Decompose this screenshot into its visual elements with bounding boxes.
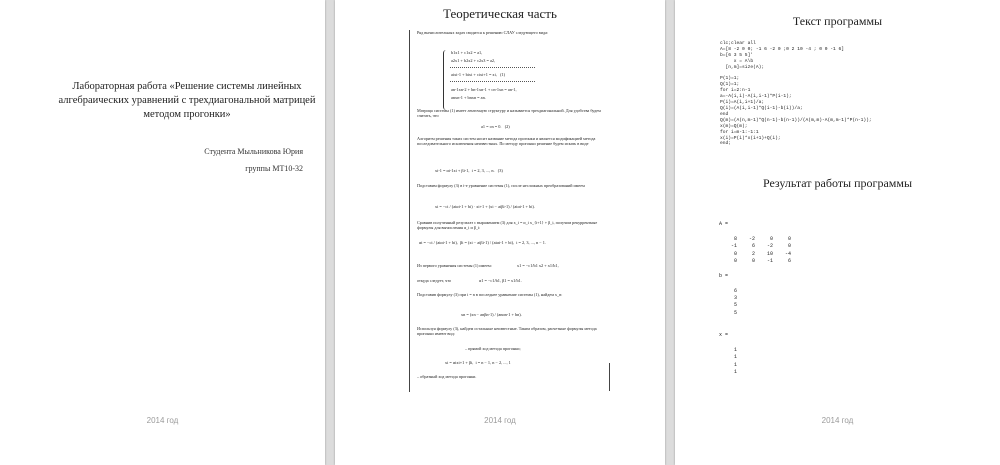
code-line: x = A\b [720, 58, 754, 64]
page-footer-year: 2014 год [484, 416, 516, 425]
output-line: 1 [719, 369, 738, 376]
theory-paragraph: – обратный ход метода прогонки. [417, 374, 477, 379]
theory-paragraph: Из первого уравнения системы (1) имеем: [417, 263, 492, 268]
program-code [720, 41, 872, 147]
theory-paragraph: Используя формулу (3), найдем остальные неизвестные. Таким образом, расчетные формулы метода прогонки имеют вид: [417, 326, 597, 337]
code-line: a=-A(i,i)-A(i,i-1)*P(i-1); [720, 94, 792, 100]
document-page-2 [335, 0, 665, 465]
program-result-title: Результат работы программы [762, 176, 913, 190]
equation: α1 = −c1/b1, β1 = x1/b1. [479, 278, 522, 283]
scan-margin-line [409, 30, 410, 392]
output-line [719, 280, 791, 287]
output-line [719, 265, 791, 272]
code-line: x(m)=Q(m); [720, 123, 748, 129]
output-line: 1 [719, 361, 738, 368]
equation: x1 = −c1/b1 x2 + x1/b1, [517, 263, 559, 268]
student-name: Студента Мыльникова Юрия [204, 147, 303, 156]
lab-title [52, 80, 322, 122]
code-line: Q(m)=(A(n,m-1)*Q(n-1)-b(n-1))/(A(m,m)-A(m,m-1)*P(n-1)); [720, 117, 872, 123]
code-line: x(i)=P(i)*x(i+1)+Q(i); [720, 135, 781, 141]
output-line: 6 [719, 287, 738, 294]
theory-paragraph: Матрица системы (1) имеет ленточную структуру и называется трехдиагональной. Для удобства будем считать, что [417, 108, 601, 119]
theory-paragraph: Ряд вычислительных задач сводится к решению СЛАУ следующего вида: [417, 30, 549, 35]
theory-paragraph: – прямой ход метода прогонки; [465, 346, 521, 351]
page-footer-year: 2014 год [146, 416, 179, 425]
output-line: 5 [719, 302, 738, 309]
lab-title-line: методом прогонки» [143, 109, 231, 120]
output-line: x = [719, 332, 729, 339]
output-line: A = [719, 221, 729, 227]
output-line: 1 [719, 346, 738, 353]
output-line [719, 325, 791, 332]
equation: xi = −ci / (aiαi-1 + bi) · xi+1 + (xi − aiβi-1) / (aiαi-1 + bi). [435, 204, 535, 209]
output-line: 3 [719, 295, 738, 302]
lab-title-line: Лабораторная работа «Решение системы линейных [72, 81, 302, 92]
theory-title: Теоретическая часть [443, 6, 557, 21]
theory-paragraph: Подставив формулу (3) при i = n в последнее уравнение системы (1), найдем x_n: [417, 292, 563, 297]
equation: xi = αixi+1 + βi, i = n − 1, n − 2, ..., 1 [445, 360, 511, 365]
code-line: Q(i)=(A(i,i-1)*Q(i-1)-b(i))/a; [720, 105, 803, 111]
code-line: clc;clear all [720, 41, 756, 46]
theory-paragraph: Алгоритм решения таких систем носит название метода прогонки и является модификацией метода последовательного исключения неизвестных. По методу прогонки решение будем искать в виде [417, 136, 596, 147]
equation: b1x1 + c1x2 = a1, [451, 50, 483, 55]
equation-dots [450, 81, 535, 82]
output-line: 1 [719, 354, 738, 361]
code-line: end [720, 111, 729, 117]
document-page-1 [0, 0, 325, 465]
code-line: b=[6 3 5 5]' [720, 52, 754, 58]
scanned-theory-text [405, 28, 610, 393]
output-line: 0 2 10 -4 [719, 250, 792, 257]
code-line: P(i)=A(i,i+1)/a; [720, 100, 765, 106]
code-line: P(1)=1; [720, 76, 740, 82]
program-text-title: Текст программы [792, 14, 883, 28]
output-line: -1 6 -2 0 [719, 243, 792, 250]
equation: xi-1 = αi-1xi + βi-1, i = 2, 3, ..., n. (3) [435, 168, 503, 173]
output-line: 8 -2 0 0 [719, 235, 792, 242]
lab-title-line: алгебраических уравнений с трехдиагональной матрицей [58, 95, 316, 106]
code-line: end; [720, 141, 732, 147]
output-line [719, 317, 791, 324]
equation: a2x1 + b2x2 + c2x3 = a2, [451, 58, 496, 63]
output-line [719, 340, 791, 347]
code-line: Q(1)=1; [720, 82, 740, 88]
code-line: A=[8 -2 0 0; -1 6 -2 0 ;0 2 10 -4 ; 0 0 -1 6] [720, 46, 845, 52]
equation: αi = −ci / (aiαi-1 + bi), βi = (xi − aiβi-1) / (aiαi-1 + bi), i = 2, 3, ..., n − 1. [419, 240, 546, 245]
equation: xn = (xn − anβn-1) / (anαn-1 + bn). [461, 312, 522, 317]
scan-margin-line [609, 363, 610, 391]
equation: aixi-1 + bixi + cixi+1 = xi, (1) [451, 72, 506, 77]
document-page-3 [675, 0, 1000, 465]
output-line: 5 [719, 309, 738, 316]
equation-dots [450, 67, 535, 68]
output-line [719, 228, 791, 235]
student-group: группы МТ10-32 [245, 164, 303, 173]
theory-paragraph: Сравнив полученный результат с выражением (3) для x_i = α_i x_{i+1} + β_i, получим рекуррентные формулы для вычисления α_i и β_i: [417, 220, 598, 231]
code-line: for i=m-1:-1:1 [720, 129, 759, 135]
theory-paragraph: откуда следует, что [417, 278, 452, 283]
equation: a1 = cn = 0. (2) [481, 124, 510, 129]
code-line: [n,m]=size(A); [720, 64, 765, 70]
program-output [719, 221, 791, 377]
code-line: for i=2:n-1 [720, 88, 751, 94]
theory-paragraph: Подставим формулу (3) в i-е уравнение системы (1), после несложных преобразований имеем [417, 183, 585, 188]
equation: anxn-1 + bnxn = an. [451, 95, 486, 100]
output-line: b = [719, 272, 729, 279]
page-footer-year: 2014 год [821, 416, 854, 425]
system-brace [443, 50, 449, 110]
equation: an-1xn-2 + bn-1xn-1 + cn-1xn = an-1, [451, 87, 517, 92]
output-line: 0 0 -1 6 [719, 258, 792, 265]
